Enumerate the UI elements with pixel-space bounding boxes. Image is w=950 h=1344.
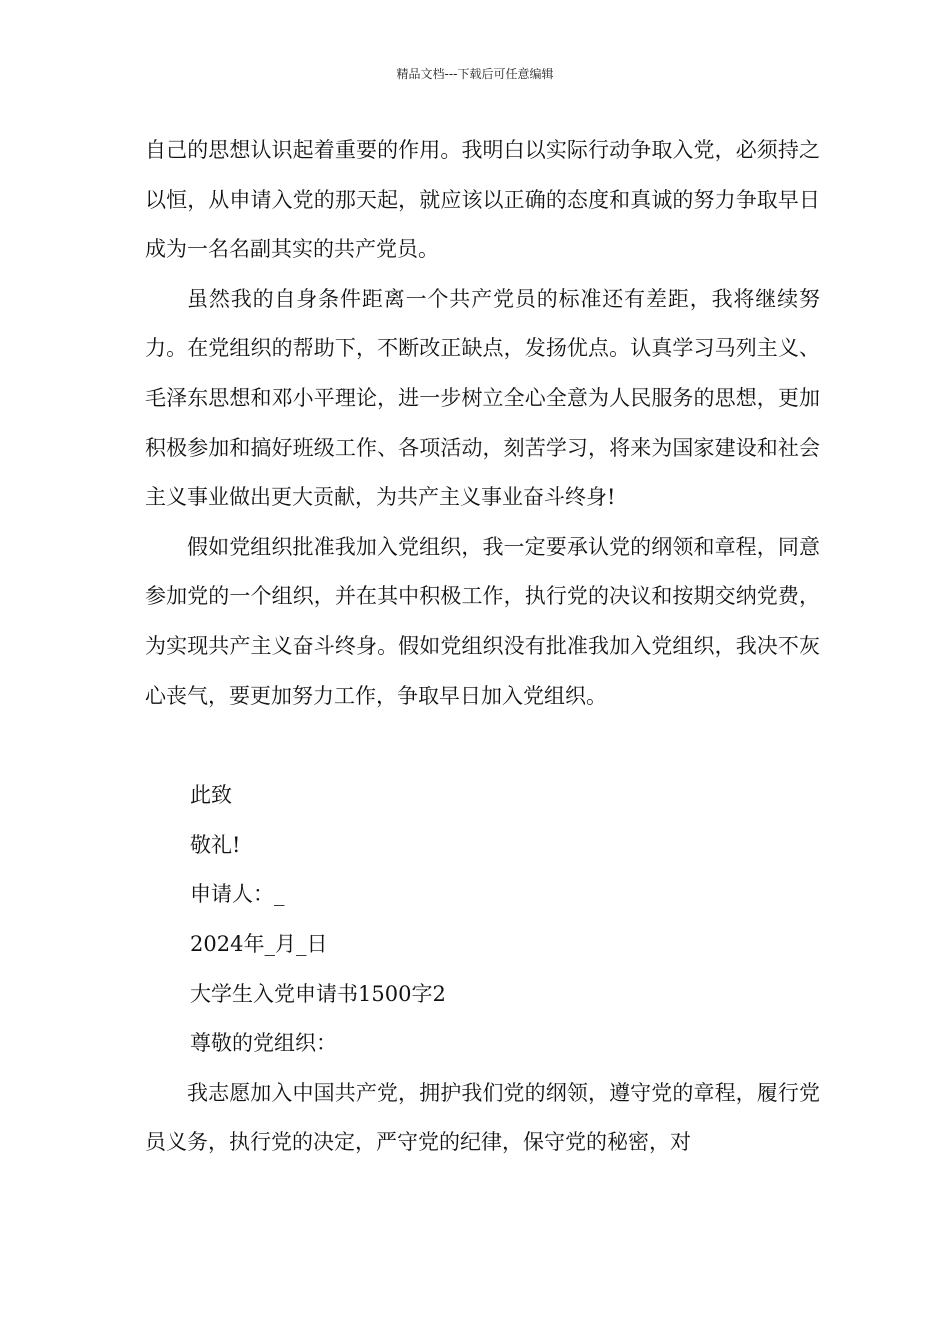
paragraph-1: 自己的思想认识起着重要的作用。我明白以实际行动争取入党，必须持之以恒，从申请入党的那天起，就应该以正确的态度和真诚的努力争取早日成为一名名副其实的共产党员。 [145, 138, 820, 262]
greeting-line: 尊敬的党组织： [190, 1031, 337, 1056]
date-line: 2024年_月_日 [190, 931, 328, 956]
section-title: 大学生入党申请书1500字2 [190, 981, 446, 1006]
applicant-line: 申请人：_ [190, 882, 285, 907]
paragraph-3: 假如党组织批准我加入党组织，我一定要承认党的纲领和章程，同意参加党的一个组织，并在其中积极工作，执行党的决议和按期交纳党费，为实现共产主义奋斗终身。假如党组织没有批准我加入党组织，我决不灰心丧气，要更加努力工作，争取早日加入党组织。 [145, 534, 820, 708]
blank-line [145, 721, 820, 771]
closing-salutation: 此致 [190, 783, 232, 808]
paragraph-2: 虽然我的自身条件距离一个共产党员的标准还有差距，我将继续努力。在党组织的帮助下，不断改正缺点，发扬优点。认真学习马列主义、毛泽东思想和邓小平理论，进一步树立全心全意为人民服务的思想，更加积极参加和搞好班级工作、各项活动，刻苦学习，将来为国家建设和社会主义事业做出更大贡献，为共产主义事业奋斗终身! [145, 286, 820, 510]
page-header: 精品文档---下载后可任意编辑 [396, 67, 554, 81]
paragraph-4: 我志愿加入中国共产党，拥护我们党的纲领，遵守党的章程，履行党员义务，执行党的决定，严守党的纪律，保守党的秘密，对 [145, 1080, 820, 1155]
closing-regards: 敬礼! [190, 832, 241, 857]
document-body [145, 126, 820, 1168]
